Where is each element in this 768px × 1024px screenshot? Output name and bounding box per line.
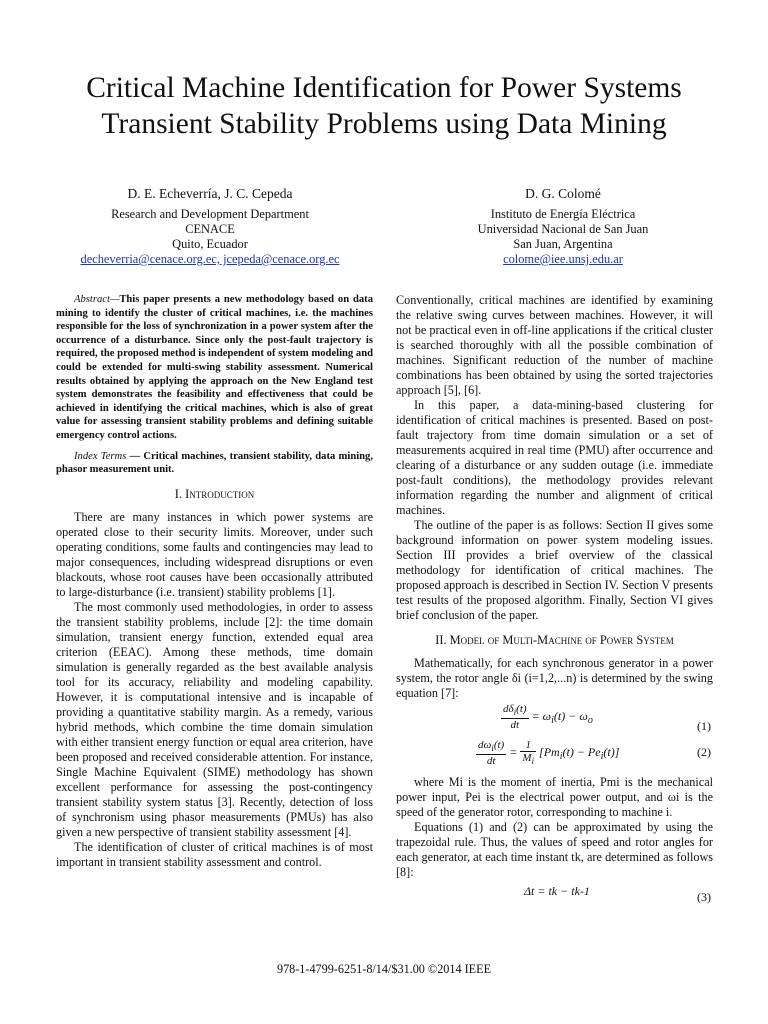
index-terms <box>56 450 373 477</box>
paragraph: In this paper, a data-mining-based clustering for identification of critical machines is presented. Based on post-fault trajectory from time domain simulation or a set of measurements acquired in real time (PMU) after occurrence and clearing of a disturbance or any sudden outage (i.e. immediate post-fault conditions), the methodology provides relevant information regarding the number and alignment of critical machines. <box>396 398 713 517</box>
equation-expression: $\frac{d\delta_i(t)}{dt}$ = $\omega_i(t) - \omega_o$ <box>503 703 593 732</box>
abstract-text: This paper presents a new methodology based on data mining to identify the cluster of critical machines, i.e. the machines responsible for the loss of synchronization in a power system after the occurrence of a disturbance. Since only the post-fault trajectory is required, the proposed method is independent of system modeling and could be extended for multi-swing stability assessment. Numerical results obtained by applying the approach on the New England test system demonstrates the feasibility and effectiveness that could be achieved in identifying the critical machines, which is also of great value for assessing transient stability problems and defining suitable emergency control actions. <box>56 294 373 441</box>
section-numeral: I. <box>174 486 186 501</box>
equation-expression: $\frac{d\omega_i(t)}{dt}$ = $\frac{1}{M_i}$ $[Pm_i(t) - Pe_i(t)]$ <box>478 739 620 768</box>
section-title: Model of Multi-Machine of Power System <box>449 633 674 647</box>
author-names: D. G. Colomé <box>525 186 601 201</box>
equation-number: (3) <box>697 890 711 904</box>
equation-2 <box>396 737 713 775</box>
equation-3 <box>396 880 713 904</box>
paper-title <box>40 70 728 142</box>
author-affiliation-line: Universidad Nacional de San Juan <box>477 222 649 236</box>
section-numeral: II. <box>435 633 450 647</box>
index-terms-lead: Index Terms <box>74 450 127 462</box>
author-names: D. E. Echeverría, J. C. Cepeda <box>127 186 293 201</box>
author-affiliation-line: Research and Development Department <box>111 207 309 221</box>
paragraph: where Mi is the moment of inertia, Pmi is the mechanical power input, Pei is the electrical power output, and ωi is the speed of the generator rotor, corresponding to machine i. <box>396 775 713 819</box>
paragraph: The outline of the paper is as follows: Section II gives some background information on power system modeling issues. Section III provides a brief overview of the classical methodology for identification of critical machines. The proposed approach is described in Section IV. Section V presents test results of the proposed algorithm. Finally, Section VI gives brief conclusion of the paper. <box>396 518 713 622</box>
author-affiliation-line: Quito, Ecuador <box>172 237 248 251</box>
section-title: Introduction <box>185 486 255 501</box>
author-email-link[interactable]: decheverria@cenace.org.ec, jcepeda@cenace.org.ec <box>80 252 340 266</box>
title-line-2: Transient Stability Problems using Data Mining <box>101 108 667 140</box>
author-affiliation-line: San Juan, Argentina <box>513 237 613 251</box>
index-terms-text: — Critical machines, transient stability, data mining, phasor measurement unit. <box>56 450 373 476</box>
section-heading <box>396 633 713 648</box>
author-affiliation-line: Instituto de Energía Eléctrica <box>490 207 636 221</box>
paragraph: Equations (1) and (2) can be approximated by using the trapezoidal rule. Thus, the values of speed and rotor angles for each generator, at each time instant tk, are determined as follows [8]: <box>396 820 713 879</box>
paragraph: There are many instances in which power systems are operated close to their security limits. Moreover, under such operating conditions, some faults and contingencies may lead to major consequences, including widespread disruptions or even blackouts, whose root causes have been occasionally attributed to large-disturbance (i.e. transient) stability problems [1]. <box>56 509 373 599</box>
title-line-1: Critical Machine Identification for Power Systems <box>86 72 682 104</box>
left-column <box>56 293 373 870</box>
right-column <box>396 293 713 904</box>
abstract-lead: Abstract— <box>74 294 120 305</box>
equation-1 <box>396 701 713 737</box>
paragraph: The identification of cluster of critical machines is of most important in transient stability assessment and control. <box>56 839 373 869</box>
paragraph: The most commonly used methodologies, in order to assess the transient stability problems, include [2]: the time domain simulation, transient energy function, extended equal area criterion (EEAC). Among these methods, time domain simulation is generally regarded as the best available analysis tool for its accuracy, reliability and modeling capability. However, it is computational intensive and is incapable of providing a quantitative stability margin. As a remedy, various hybrid methods, which combine the time domain simulation with either transient energy function or equal area criterion, have been proposed and received considerable attention. For instance, Single Machine Equivalent (SIME) methodology has shown excellent performance for assessing the post-contingency transient stability system status [3]. Recently, detection of loss of synchronism using phasor measurements (PMUs) has also given a new perspective of transient stability assessment [4]. <box>56 599 373 839</box>
author-block-right <box>398 186 728 267</box>
equation-number: (1) <box>697 719 711 733</box>
paragraph: Conventionally, critical machines are identified by examining the relative swing curves between machines. However, it will not be practical even in off-line applications if the critical cluster is searched thoroughly with all the possible combination of machines. Significant reduction of the number of machine combinations has been obtained by using the sorted trajectories approach [5], [6]. <box>396 293 713 397</box>
equation-number: (2) <box>697 745 711 759</box>
abstract <box>56 293 373 443</box>
section-heading <box>56 487 373 502</box>
author-block-left <box>40 186 380 267</box>
copyright-footer: 978-1-4799-6251-8/14/$31.00 ©2014 IEEE <box>276 962 492 976</box>
equation-expression: Δt = tk − tk-1 <box>524 884 590 898</box>
paragraph: Mathematically, for each synchronous generator in a power system, the rotor angle δi (i=1,2,...n) is determined by the swing equation [7]: <box>396 656 713 700</box>
author-affiliation-line: CENACE <box>185 222 235 236</box>
author-email-link[interactable]: colome@iee.unsj.edu.ar <box>503 252 623 266</box>
